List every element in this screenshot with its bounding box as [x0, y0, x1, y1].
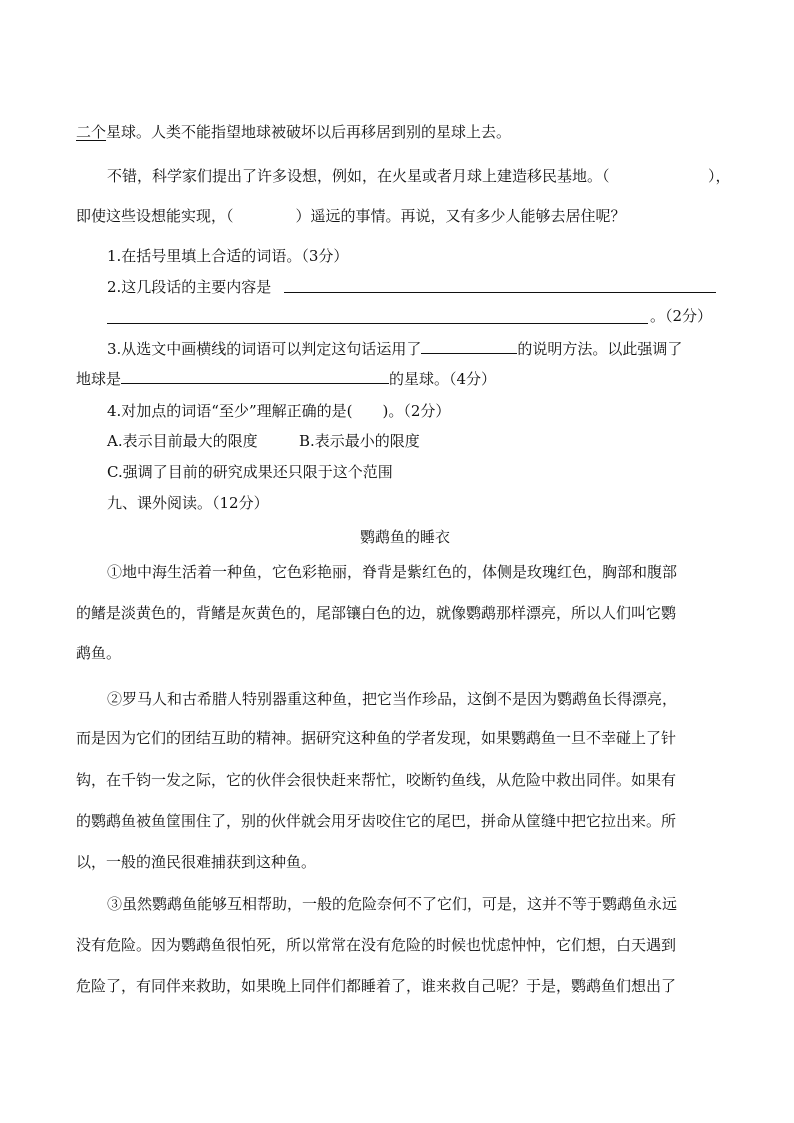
answer-line[interactable]	[284, 292, 716, 293]
question-3-cont	[76, 369, 496, 389]
passage-text: 不错，科学家们提出了许多设想，例如，在火星或者月球上建造移民基地。（	[107, 167, 610, 185]
passage-text: 星球。人类不能指望地球被破坏以后再移居到别的星球上去。	[106, 123, 512, 141]
answer-blank[interactable]	[421, 339, 517, 354]
article-line: ③虽然鹦鹉鱼能够互相帮助，一般的危险奈何不了它们，可是，这并不等于鹦鹉鱼永远	[107, 895, 678, 913]
score-label: 。（2分）	[650, 307, 713, 325]
question-text: 3.从选文中画横线的词语可以判定这句话运用了	[107, 340, 422, 358]
question-3	[107, 339, 682, 359]
article-line: 以，一般的渔民很难捕获到这种鱼。	[76, 853, 317, 871]
question-1: 1.在括号里填上合适的词语。（3分）	[107, 247, 349, 265]
passage-text: 即使这些设想能实现，（	[76, 207, 234, 225]
question-2	[107, 277, 271, 297]
passage-line	[107, 166, 610, 186]
question-text: 2.这几段话的主要内容是	[107, 278, 272, 296]
passage-line-top	[76, 122, 511, 142]
article-line: 而是因为它们的团结互助的精神。据研究这种鱼的学者发现，如果鹦鹉鱼一旦不幸碰上了针	[76, 729, 677, 747]
article-line: 没有危险。因为鹦鹉鱼很怕死，所以常常在没有危险的时候也忧虑忡忡，它们想，白天遇到	[76, 936, 677, 954]
article-line: 的鳍是淡黄色的，背鳍是灰黄色的，尾部镶白色的边，就像鹦鹉那样漂亮，所以人们叫它鹦	[76, 604, 677, 622]
article-line: ②罗马人和古希腊人特别器重这种鱼，把它当作珍品，这倒不是因为鹦鹉鱼长得漂亮，	[107, 690, 678, 708]
answer-line[interactable]	[107, 323, 648, 324]
option-b[interactable]: B.表示最小的限度	[299, 432, 420, 450]
option-c[interactable]: C.强调了目前的研究成果还只限于这个范围	[107, 463, 393, 481]
passage-line	[76, 206, 626, 226]
article-line: 鹉鱼。	[76, 644, 122, 662]
paren-close: ），	[708, 167, 731, 185]
section-heading: 九、课外阅读。（12分）	[107, 494, 269, 512]
article-line: 的鹦鹉鱼被鱼筐围住了，别的伙伴就会用牙齿咬住它的尾巴，拼命从筐缝中把它拉出来。所	[76, 812, 677, 830]
question-text: 的说明方法。以此强调了	[517, 340, 683, 358]
question-text: 地球是	[76, 370, 122, 388]
question-4: 4.对加点的词语“至少”理解正确的是( )。（2分）	[107, 402, 451, 420]
passage-text: ）遥远的事情。再说，又有多少人能够去居住呢？	[295, 207, 626, 225]
option-a[interactable]: A.表示目前最大的限度	[107, 432, 258, 450]
article-title: 鹦鹉鱼的睡衣	[360, 528, 451, 546]
underlined-term: 二个	[76, 123, 107, 141]
article-line: 钩，在千钧一发之际，它的伙伴会很快赶来帮忙，咬断钓鱼线，从危险中救出同伴。如果有	[76, 771, 677, 789]
article-line: 危险了，有同伴来救助，如果晚上同伴们都睡着了，谁来救自己呢？于是，鹦鹉鱼们想出了	[76, 977, 677, 995]
article-line: ①地中海生活着一种鱼，它色彩艳丽，脊背是紫红色的，体侧是玫瑰红色，胸部和腹部	[107, 563, 678, 581]
question-text: 的星球。（4分）	[389, 370, 497, 388]
answer-blank[interactable]	[121, 369, 389, 384]
